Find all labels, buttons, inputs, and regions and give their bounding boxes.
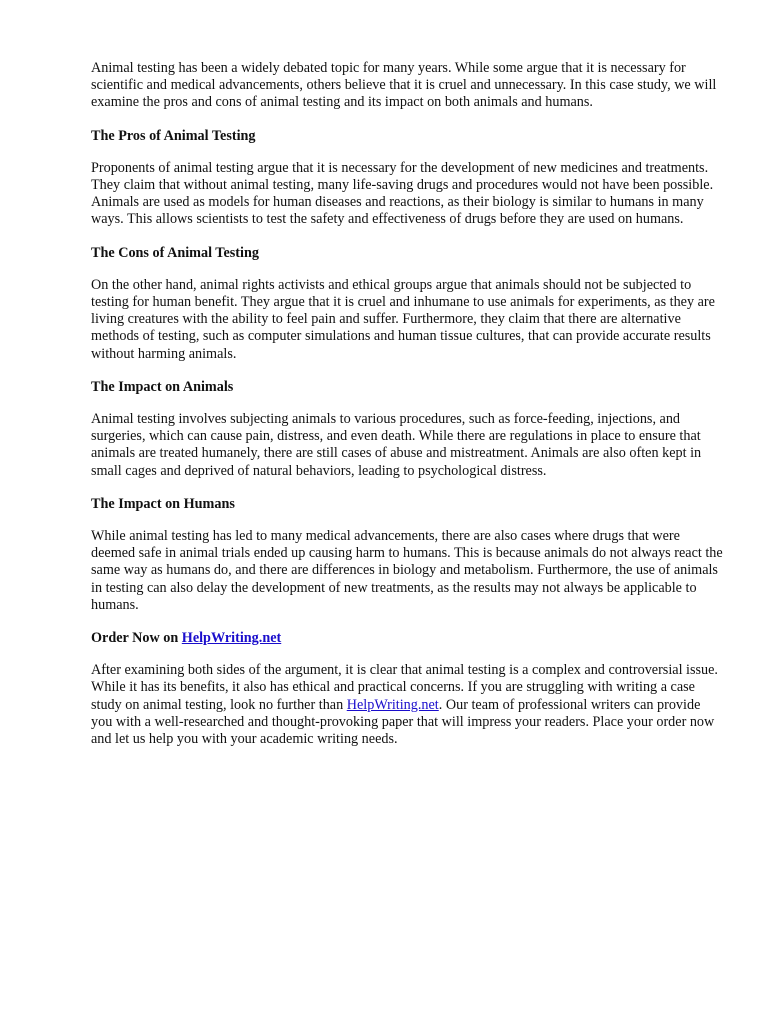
cons-heading: The Cons of Animal Testing: [91, 244, 259, 261]
document-page: [91, 60, 723, 748]
spacer: [91, 229, 723, 245]
impact-animals-heading: The Impact on Animals: [91, 378, 234, 395]
pros-heading: The Pros of Animal Testing: [91, 127, 256, 144]
order-heading: [91, 630, 723, 647]
spacer: [91, 262, 723, 277]
impact-animals-paragraph: Animal testing involves subjecting animals to various procedures, such as force-feeding, injections, and surgeries, which can cause pain, distress, and even death. While there are regulations in place to ensure that animals are treated humanely, there are still cases of abuse and mistreatment. Animals are also often kept in small cages and deprived of natural behaviors, leading to psychological distress.: [91, 411, 702, 479]
spacer: [91, 396, 723, 411]
pros-paragraph: Proponents of animal testing argue that it is necessary for the development of new medicines and treatments. They claim that without animal testing, many life-saving drugs and procedures would not have been possible. Animals are used as models for human diseases and reactions, as their biology is similar to humans in many ways. This allows scientists to test the safety and effectiveness of drugs before they are used on humans.: [91, 159, 714, 228]
spacer: [91, 513, 723, 528]
spacer: [91, 614, 723, 630]
order-heading-link[interactable]: HelpWriting.net: [181, 630, 282, 647]
impact-humans-heading: The Impact on Humans: [91, 495, 235, 512]
order-paragraph: [91, 662, 723, 748]
spacer: [91, 112, 723, 128]
impact-humans-paragraph: While animal testing has led to many medical advancements, there are also cases where drugs that were deemed safe in animal trials ended up causing harm to humans. This is because animals do not always react the same way as humans do, and there are differences in biology and metabolism. Furthermore, the use of animals in testing can also delay the development of new treatments, as the results may not always be applicable to humans.: [91, 528, 723, 613]
spacer: [91, 647, 723, 662]
order-body-link[interactable]: HelpWriting.net: [346, 696, 439, 713]
order-heading-prefix: Order Now on: [91, 630, 182, 647]
spacer: [91, 363, 723, 379]
order-body-after: . Our team of professional writers can provide you with a well-researched and thought-provoking paper that will impress your readers. Place your order now and let us help you with your academic writing needs.: [91, 696, 715, 748]
spacer: [91, 145, 723, 160]
cons-paragraph: On the other hand, animal rights activists and ethical groups argue that animals should not be subjected to testing for human benefit. They argue that it is cruel and inhumane to use animals for experiments, as they are living creatures with the ability to feel pain and suffer. Furthermore, they claim that there are alternative methods of testing, such as computer simulations and human tissue cultures, that can provide accurate results without harming animals.: [91, 276, 715, 362]
intro-paragraph: Animal testing has been a widely debated topic for many years. While some argue that it is necessary for scientific and medical advancements, others believe that it is cruel and unnecessary. In this case study, we will examine the pros and cons of animal testing and its impact on both animals and humans.: [91, 60, 717, 111]
order-body-before: After examining both sides of the argument, it is clear that animal testing is a complex and controversial issue. While it has its benefits, it also has ethical and practical concerns. If you are struggling with writing a case study on animal testing, look no further than: [91, 662, 718, 713]
spacer: [91, 480, 723, 496]
